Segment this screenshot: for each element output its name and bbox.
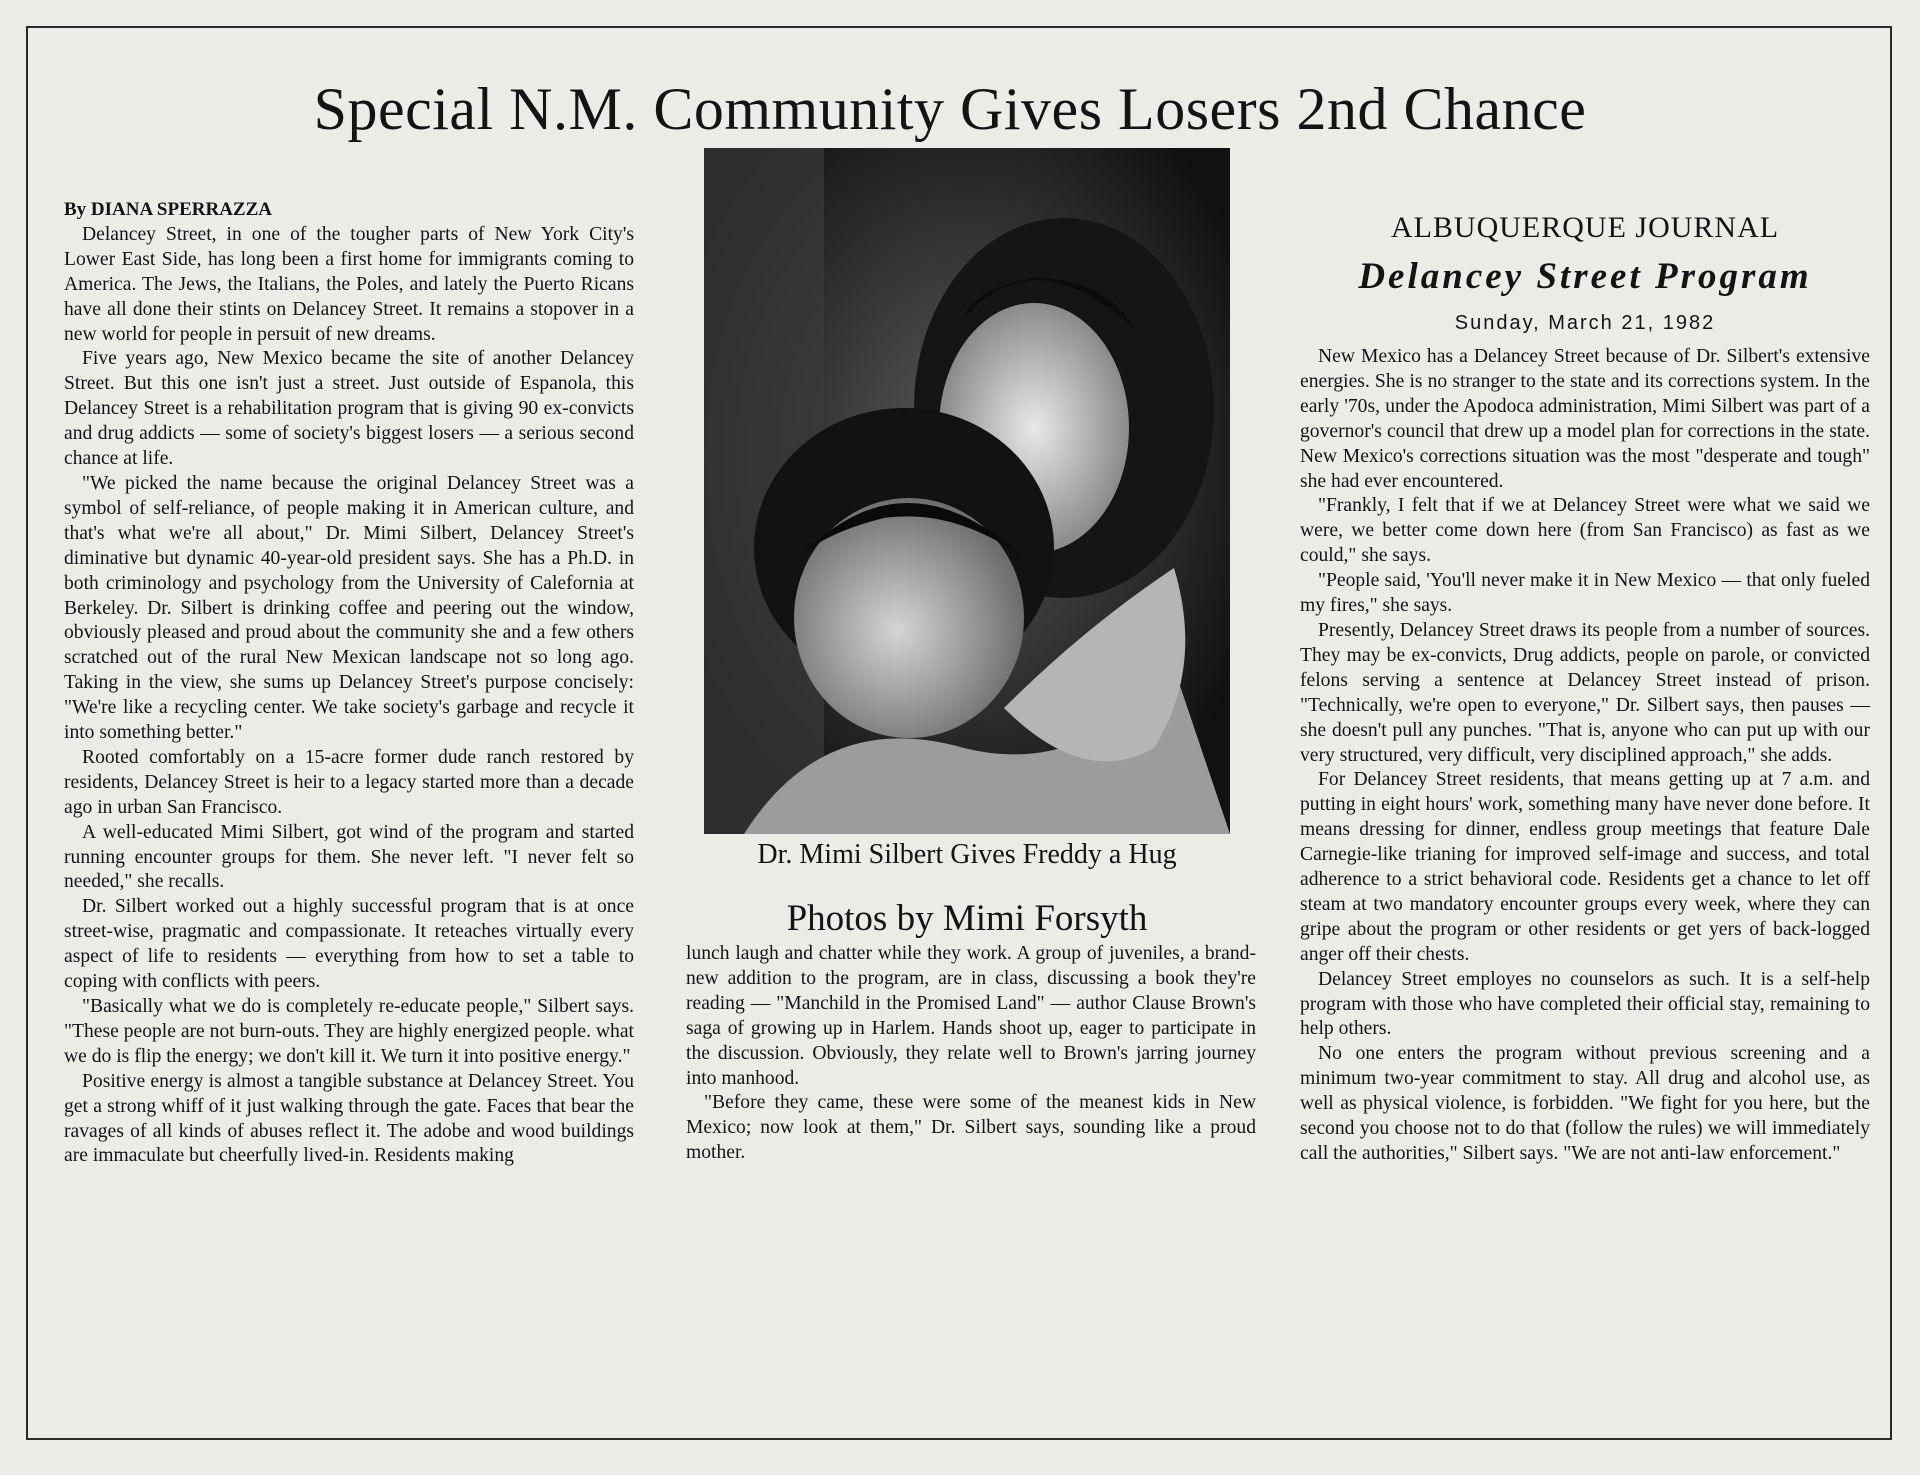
paragraph: Five years ago, New Mexico became the site of another Delancey Street. But this one isn't just a street. Just outside of Espanola, this Delancey Street is a rehabilitation program that is giving 90 ex-convicts and drug addicts — some of society's biggest losers — a serious second chance at life. <box>64 348 634 470</box>
paragraph: Positive energy is almost a tangible substance at Delancey Street. You get a strong whiff of it just walking through the gate. Faces that bear the ravages of all kinds of abuses reflect it. The adobe and wood buildings are immaculate but cheerfully lived-in. Residents making <box>64 1070 634 1167</box>
masthead-paper-name: ALBUQUERQUE JOURNAL <box>1390 211 1780 244</box>
paragraph: Delancey Street, in one of the tougher parts of New York City's Lower East Side, has long been a first home for immigrants coming to America. The Jews, the Italians, the Poles, and lately the Puerto Ricans have all done their stints on Delancey Street. It remains a stopover in a new world for people in persuit of new dreams. <box>64 223 634 345</box>
paragraph: A well-educated Mimi Silbert, got wind of the program and started running encounter groups for them. She never left. "I never felt so needed," she recalls. <box>64 821 634 893</box>
masthead-date: Sunday, March 21, 1982 <box>1454 312 1716 334</box>
masthead-program-title: Delancey Street Program <box>1358 256 1812 297</box>
paragraph: "We picked the name because the original Delancey Street was a symbol of self-reliance, of people making it in American culture, and that's what we're all about," Dr. Mimi Silbert, Delancey Street's diminative but dynamic 40-year-old president says. She has a Ph.D. in both criminology and psychology from the University of Calefornia at Berkeley. Dr. Silbert is drinking coffee and peering out the window, obviously pleased and proud about the community she and a few others scratched out of the rural New Mexican landscape not so long ago. Taking in the view, she sums up Delancey Street's purpose concisely: "We're like a recycling center. We take society's garbage and recycle it into something better." <box>64 472 634 744</box>
paragraph: "People said, 'You'll never make it in New Mexico — that only fueled my fires," she says. <box>1300 570 1870 617</box>
photo-credit: Photos by Mimi Forsyth <box>786 898 1148 939</box>
article-column-2 <box>686 942 1256 1166</box>
paragraph: Dr. Silbert worked out a highly successful program that is at once street-wise, pragmatic and compassionate. It reteaches virtually every aspect of life to residents — everything from how to set a table to coping with conflicts with peers. <box>64 896 634 993</box>
paragraph: No one enters the program without previous screening and a minimum two-year commitment to stay. All drug and alcohol use, as well as physical violence, is forbidden. "We fight for you here, but the second you choose not to do that (follow the rules) we will immediately call the authorities," Silbert says. "We are not anti-law enforcement." <box>1300 1043 1870 1164</box>
paragraph: Rooted comfortably on a 15-acre former dude ranch restored by residents, Delancey Street is heir to a legacy started more than a decade ago in urban San Francisco. <box>64 746 634 818</box>
article-column-3 <box>1300 345 1870 1167</box>
photo-image <box>704 148 1230 834</box>
byline: By DIANA SPERRAZZA <box>64 199 272 220</box>
photo-hug <box>704 148 1230 834</box>
paragraph: Presently, Delancey Street draws its people from a number of sources. They may be ex-convicts, Drug addicts, people on parole, or convicted felons serving a sentence at Delancey Street instead of prison. "Technically, we're open to everyone," Dr. Silbert says, then pauses — she doesn't pull any punches. "That is, anyone who can put up with our very structured, very difficult, very disciplined approach," she adds. <box>1300 619 1870 766</box>
paragraph: New Mexico has a Delancey Street because of Dr. Silbert's extensive energies. She is no stranger to the state and its corrections system. In the early '70s, under the Apodoca administration, Mimi Silbert was part of a governor's council that drew up a model plan for corrections in the state. New Mexico's corrections situation was the most "desperate and tough" she had ever encountered. <box>1300 346 1870 492</box>
photo-caption: Dr. Mimi Silbert Gives Freddy a Hug <box>757 839 1177 870</box>
article-column-1 <box>64 198 634 1169</box>
paragraph: Delancey Street employes no counselors as such. It is a self-help program with those who have completed their official stay, remaining to help others. <box>1300 968 1870 1040</box>
paragraph: "Before they came, these were some of the meanest kids in New Mexico; now look at them," Dr. Silbert says, sounding like a proud mother. <box>686 1092 1256 1164</box>
paragraph: "Basically what we do is completely re-educate people," Silbert says. "These people are not burn-outs. They are highly energized people. what we do is flip the energy; we don't kill it. We turn it into positive energy." <box>64 996 634 1067</box>
headline: Special N.M. Community Gives Losers 2nd Chance <box>313 76 1587 142</box>
paragraph: For Delancey Street residents, that means getting up at 7 a.m. and putting in eight hours' work, something many have never done before. It means dressing for dinner, endless group meetings that feature Dale Carnegie-like trianing for improved self-image and success, and total adherence to a strict behavioral code. Residents get a chance to let off steam at two mandatory encounter groups every week, where they can gripe about the program or other residents or get yers of back-logged anger off their chests. <box>1300 769 1870 965</box>
paragraph: lunch laugh and chatter while they work. A group of juveniles, a brand-new addition to the program, are in class, discussing a book they're reading — "Manchild in the Promised Land" — author Clause Brown's saga of growing up in Harlem. Hands shoot up, eager to participate in the discussion. Obviously, they relate well to Brown's jarring journey into manhood. <box>686 943 1256 1089</box>
paragraph: "Frankly, I felt that if we at Delancey Street were what we said we were, we better come down here (from San Francisco) as fast as we could," she says. <box>1300 495 1870 567</box>
